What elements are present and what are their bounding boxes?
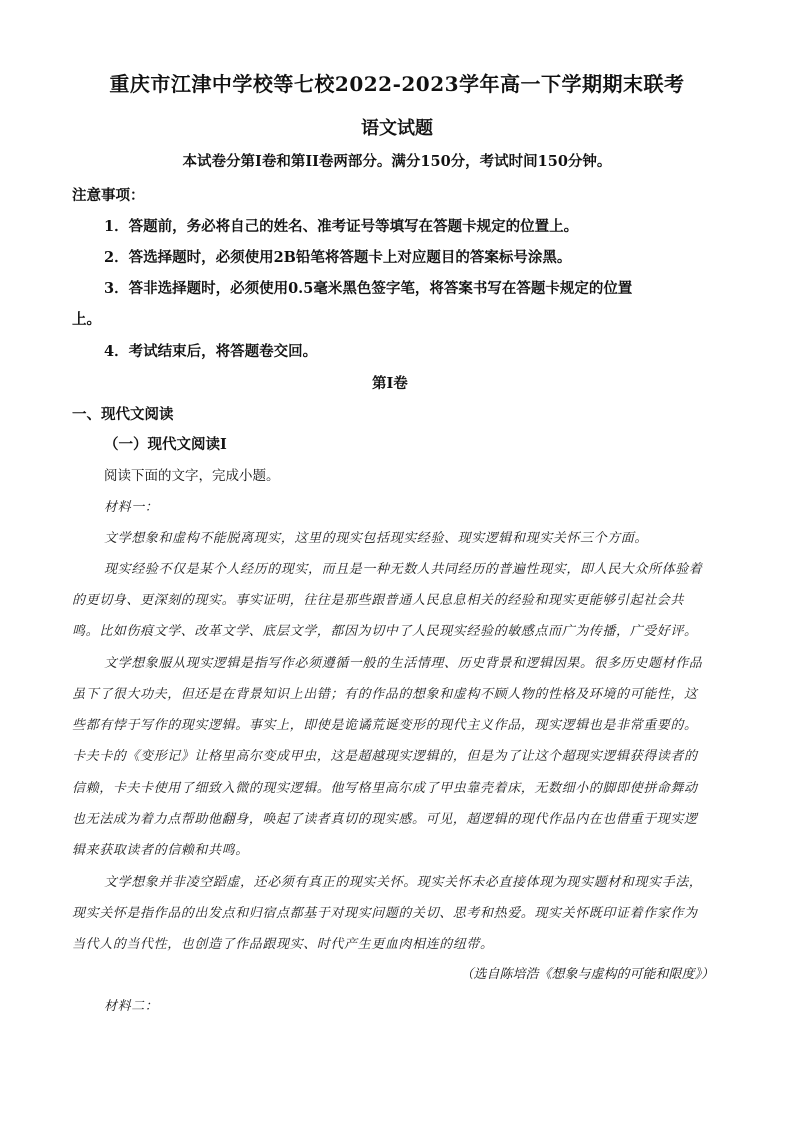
passage-line: 现实关怀是指作品的出发点和归宿点都基于对现实问题的关切、思考和热爱。现实关怀既印证着作家作为 (72, 906, 698, 921)
exam-subtitle: 语文试题 (361, 118, 433, 139)
instructions-heading: 注意事项： (72, 187, 145, 204)
exam-title: 重庆市江津中学校等七校2022-2023学年高一下学期期末联考 (109, 72, 685, 96)
source-citation: （选自陈培浩《想象与虚构的可能和限度》） (460, 967, 714, 982)
passage-line: 文学想象并非凌空蹈虚，还必须有真正的现实关怀。现实关怀未必直接体现为现实题材和现实手法， (104, 875, 703, 890)
passage-line: 当代人的当代性，也创造了作品跟现实、时代产生更血肉相连的纽带。 (72, 937, 494, 952)
passage-line: 文学想象服从现实逻辑是指写作必须遵循一般的生活情理、历史背景和逻辑因果。很多历史题材作品 (104, 656, 703, 671)
passage-line: 虽下了很大功夫，但还是在背景知识上出错；有的作品的想象和虚构不顾人物的性格及环境的可能性，这 (72, 687, 698, 702)
passage-line: 现实经验不仅是某个人经历的现实，而且是一种无数人共同经历的普遍性现实，即人民大众所体验着 (104, 562, 703, 577)
passage-line: 辑来获取读者的信赖和共鸣。 (72, 843, 249, 858)
instruction-item: 1．答题前，务必将自己的姓名、准考证号等填写在答题卡规定的位置上。 (104, 218, 579, 235)
passage-line: 鸣。比如伤痕文学、改革文学、底层文学，都因为切中了人民现实经验的敏感点而广为传播，广受好评。 (72, 624, 698, 639)
material-label: 材料一： (104, 500, 159, 515)
material-label: 材料二： (104, 999, 159, 1014)
section-subheading: （一）现代文阅读I (104, 436, 227, 453)
volume-label: 第I卷 (372, 375, 408, 392)
section-heading: 一、现代文阅读 (72, 406, 174, 423)
passage-line: 的更切身、更深刻的现实。事实证明，往往是那些跟普通人民息息相关的经验和现实更能够引起社会共 (72, 593, 685, 608)
passage-line: 信赖，卡夫卡使用了细致入微的现实逻辑。他写格里高尔成了甲虫靠壳着床，无数细小的脚即使拼命舞动 (72, 781, 698, 796)
instruction-item: 3．答非选择题时，必须使用0.5毫米黑色签字笔，将答案书写在答题卡规定的位置 (104, 280, 633, 297)
passage-line: 些都有悖于写作的现实逻辑。事实上，即使是诡谲荒诞变形的现代主义作品，现实逻辑也是非常重要的。 (72, 718, 698, 733)
instruction-item: 上。 (72, 311, 101, 328)
exam-note: 本试卷分第I卷和第II卷两部分。满分150分，考试时间150分钟。 (182, 153, 612, 170)
passage-line: 也无法成为着力点帮助他翻身，唤起了读者真切的现实感。可见，超逻辑的现代作品内在也借重于现实逻 (72, 812, 698, 827)
instruction-item: 2．答选择题时，必须使用2B铅笔将答题卡上对应题目的答案标号涂黑。 (104, 249, 572, 266)
passage-line: 文学想象和虚构不能脱离现实，这里的现实包括现实经验、现实逻辑和现实关怀三个方面。 (104, 531, 649, 546)
instruction-item: 4．考试结束后，将答题卷交回。 (104, 343, 318, 360)
reading-prompt: 阅读下面的文字，完成小题。 (104, 468, 280, 484)
passage-line: 卡夫卡的《变形记》让格里高尔变成甲虫，这是超越现实逻辑的，但是为了让这个超现实逻辑获得读者的 (72, 749, 698, 764)
